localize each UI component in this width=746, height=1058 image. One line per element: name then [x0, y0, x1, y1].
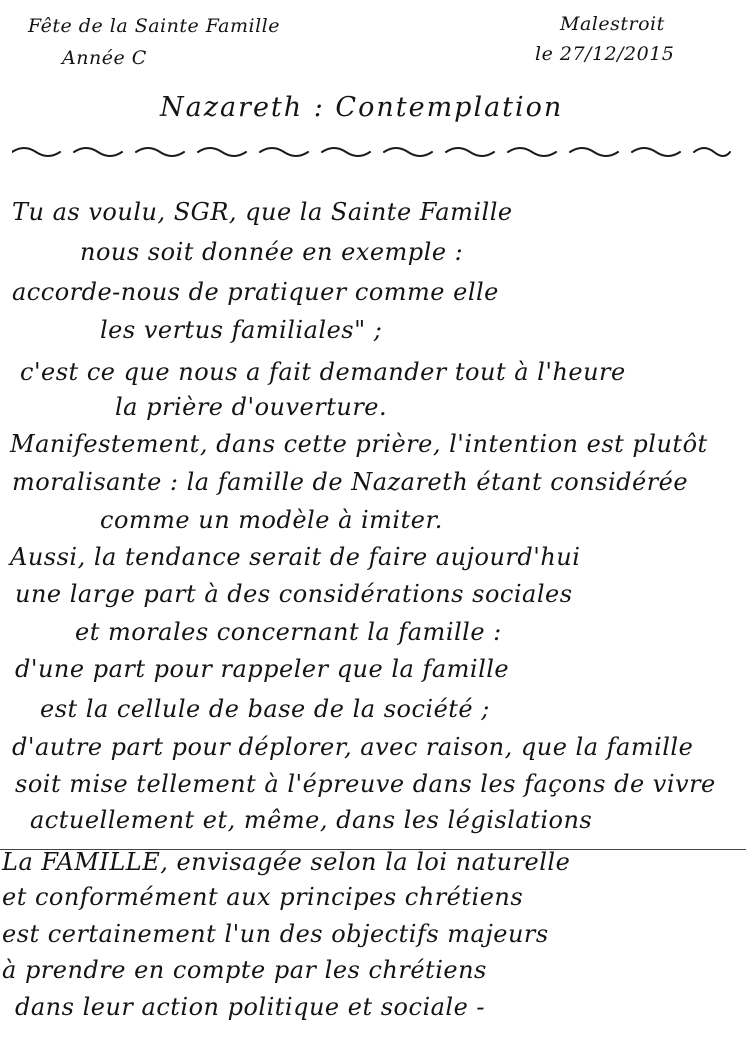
- text-line: nous soit donnée en exemple :: [80, 238, 464, 266]
- text-line: et conformément aux principes chrétiens: [2, 883, 524, 911]
- text-line: Aussi, la tendance serait de faire aujourd'hui: [10, 543, 581, 571]
- text-line: c'est ce que nous a fait demander tout à l'heure: [20, 358, 626, 386]
- text-line: soit mise tellement à l'épreuve dans les façons de vivre: [15, 770, 716, 798]
- text-line: la prière d'ouverture.: [115, 393, 388, 421]
- text-line: une large part à des considérations sociales: [15, 580, 573, 608]
- title-underline-squiggles: [12, 140, 732, 160]
- text-line: et morales concernant la famille :: [75, 618, 502, 646]
- place-name: Malestroit: [560, 13, 665, 35]
- text-line: les vertus familiales" ;: [100, 316, 383, 344]
- text-line: est certainement l'un des objectifs majeurs: [2, 920, 549, 948]
- feast-name: Fête de la Sainte Famille: [28, 15, 280, 37]
- text-line: d'une part pour rappeler que la famille: [15, 655, 510, 683]
- text-line: comme un modèle à imiter.: [100, 506, 443, 534]
- page-title: Nazareth : Contemplation: [160, 92, 564, 123]
- liturgical-year: Année C: [62, 47, 147, 69]
- text-line: dans leur action politique et sociale -: [15, 993, 486, 1021]
- text-line: moralisante : la famille de Nazareth étant considérée: [12, 468, 689, 496]
- text-line: accorde-nous de pratiquer comme elle: [12, 278, 499, 306]
- text-line: à prendre en compte par les chrétiens: [2, 956, 487, 984]
- document-date: le 27/12/2015: [535, 43, 675, 65]
- text-line: Manifestement, dans cette prière, l'intention est plutôt: [10, 430, 708, 458]
- text-line: d'autre part pour déplorer, avec raison, que la famille: [12, 733, 694, 761]
- text-line: actuellement et, même, dans les législations: [30, 806, 593, 834]
- text-line: Tu as voulu, SGR, que la Sainte Famille: [12, 198, 513, 226]
- text-line: La FAMILLE, envisagée selon la loi naturelle: [2, 848, 571, 876]
- text-line: est la cellule de base de la société ;: [40, 695, 490, 723]
